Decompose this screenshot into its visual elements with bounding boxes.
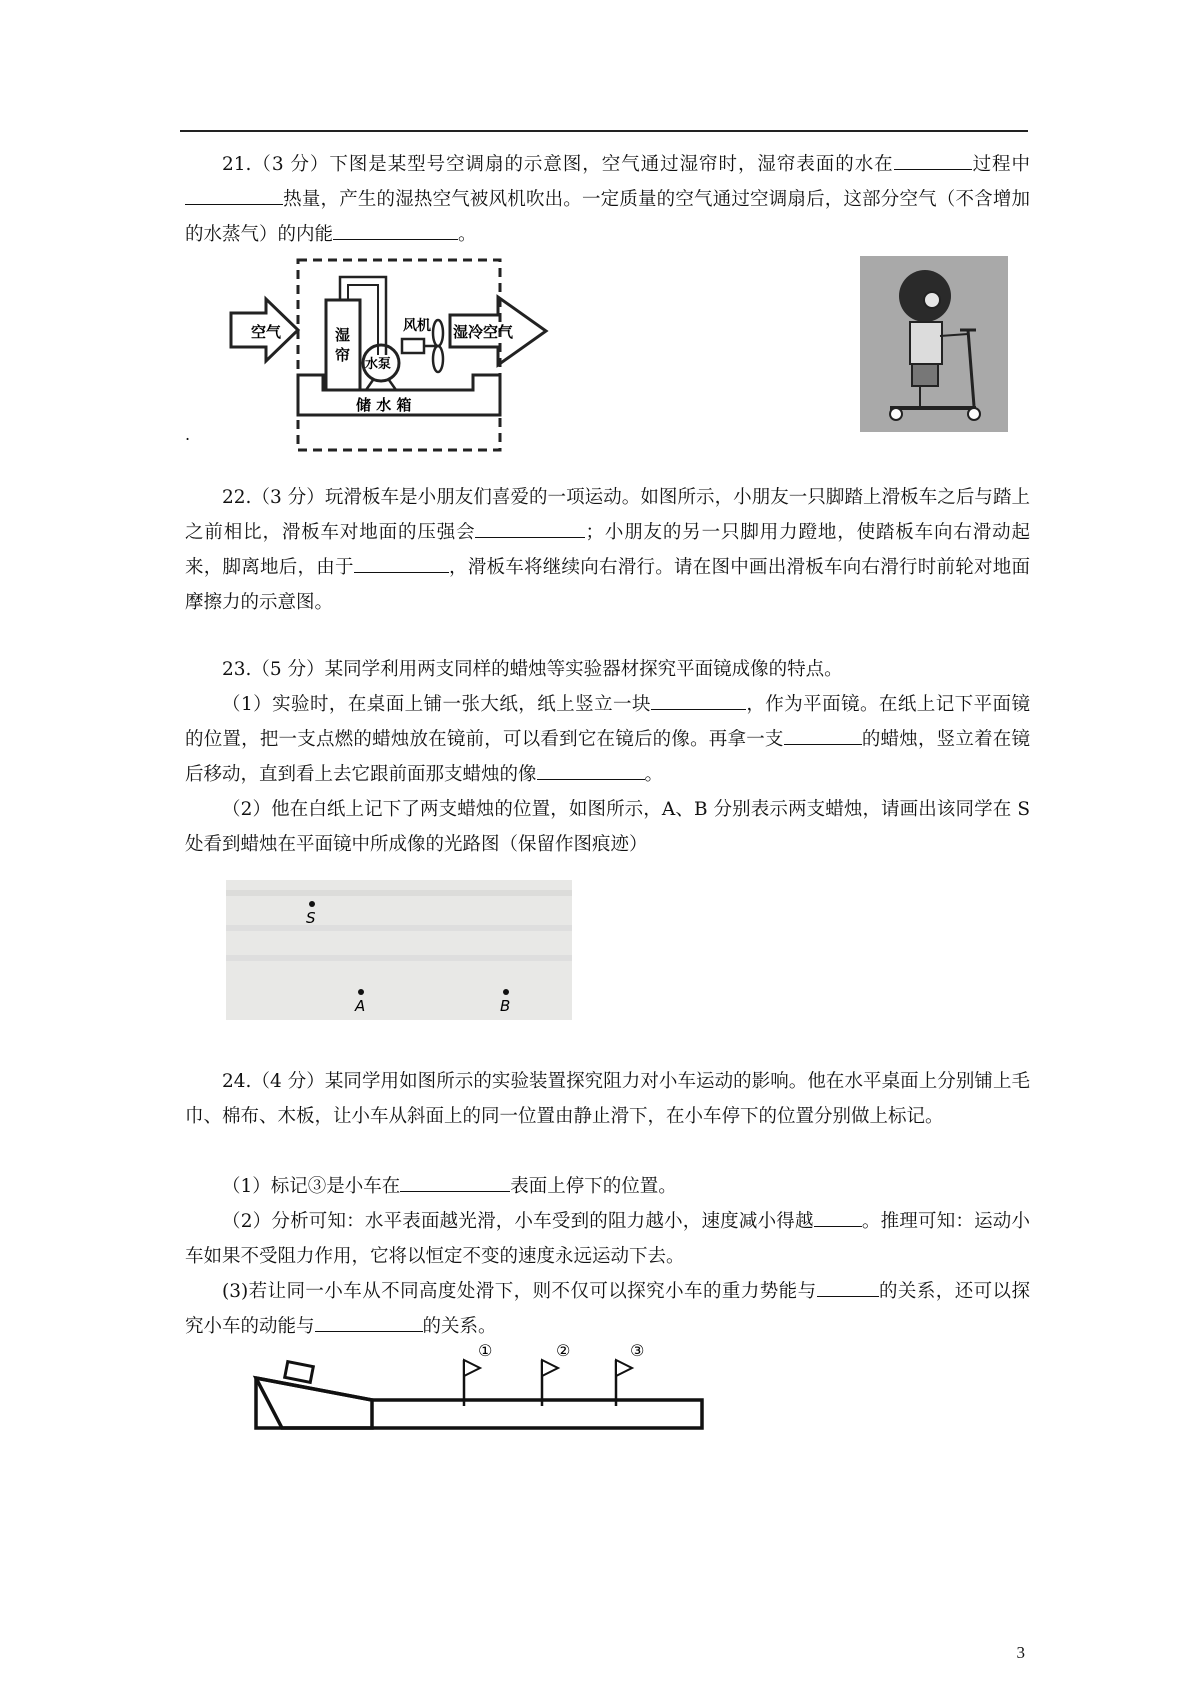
q21-blank-3[interactable]	[333, 217, 458, 240]
q23-s1-text-2: ，作为平面镜。在纸上记下平面镜的位置，把一支点燃的蜡烛放在镜前，可以看到它在镜后的像。再拿一支	[185, 694, 1030, 750]
stray-dot-mark: .	[185, 425, 191, 444]
wet-curtain	[326, 300, 360, 390]
question-21-text	[185, 147, 1030, 252]
fan-label: 风机	[403, 318, 431, 334]
incline-ramp	[256, 1378, 372, 1428]
table-surface	[256, 1378, 702, 1428]
q23-blank-3[interactable]	[537, 757, 645, 780]
flag-2	[542, 1360, 558, 1376]
wet-curtain-label-1: 湿	[335, 326, 351, 344]
child-on-scooter-illustration	[860, 256, 1008, 432]
flag-label-2: ②	[556, 1341, 571, 1360]
q24-s3-text-1: (3)若让同一小车从不同高度处滑下，则不仅可以探究小车的重力势能与	[222, 1281, 817, 1302]
q22-text-3: ，滑板车将继续向右滑行。请在图中画出滑板车向右滑行时前轮对地面摩擦力的示意图。	[185, 557, 1030, 613]
question-23-part-1	[185, 687, 1030, 792]
q23-s1-text-4: 。	[644, 764, 664, 785]
q23-blank-1[interactable]	[651, 687, 746, 710]
faint-text-line-2	[226, 925, 572, 931]
headphone-icon	[924, 292, 940, 308]
question-23-intro: 23.（5 分）某同学利用两支同样的蜡烛等实验器材探究平面镜成像的特点。	[222, 659, 843, 680]
page-number: 3	[1016, 1643, 1025, 1662]
q24-s1-text-2: 表面上停下的位置。	[510, 1176, 677, 1197]
figure-background	[226, 880, 572, 1020]
fan-motor	[402, 339, 424, 353]
question-24-intro: 24.（4 分）某同学用如图所示的实验装置探究阻力对小车运动的影响。他在水平桌面上分别铺上毛巾、棉布、木板，让小车从斜面上的同一位置由静止滑下，在小车停下的位置分别做上标记。	[185, 1071, 1030, 1127]
scooter-front-wheel	[968, 408, 980, 420]
diagram-dashed-boundary	[298, 260, 500, 450]
q22-text-2: ；小朋友的另一只脚用力蹬地，使踏板车向右滑动起来，脚离地后，由于	[185, 522, 1030, 578]
top-rule	[180, 130, 1028, 132]
faint-text-line-1	[226, 890, 572, 896]
q22-blank-1[interactable]	[475, 515, 585, 538]
fan-blade-top	[433, 320, 443, 346]
q23-s1-text-3: 的蜡烛，竖立着在镜后移动，直到看上去它跟前面那支蜡烛的像	[185, 729, 1030, 785]
scooter-rear-wheel	[890, 408, 902, 420]
wet-curtain-label-2: 帘	[335, 346, 351, 364]
question-22-text	[185, 480, 1030, 620]
q22-text-1: 22.（3 分）玩滑板车是小朋友们喜爱的一项运动。如图所示，小朋友一只脚踏上滑板车之后与踏上之前相比，滑板车对地面的压强会	[185, 487, 1030, 543]
q24-blank-3[interactable]	[817, 1274, 879, 1297]
question-24-part-2	[185, 1204, 1030, 1274]
flag-1	[464, 1360, 480, 1376]
flag-label-3: ③	[630, 1341, 645, 1360]
child-body	[910, 322, 942, 364]
point-a	[358, 989, 364, 995]
q24-s3-text-2: 的关系，还可以探究小车的动能与	[185, 1281, 1030, 1337]
mirror-experiment-figure	[226, 880, 572, 1020]
q23-s1-text-1: （1）实验时，在桌面上铺一张大纸，纸上竖立一块	[222, 694, 651, 715]
question-24-part-1	[185, 1169, 1030, 1204]
q24-s3-text-3: 的关系。	[422, 1316, 497, 1337]
q24-s1-text-1: （1）标记③是小车在	[222, 1176, 401, 1197]
q24-blank-1[interactable]	[400, 1169, 510, 1192]
q24-blank-2[interactable]	[814, 1204, 862, 1227]
q21-blank-1[interactable]	[894, 147, 972, 170]
faint-text-line-3	[226, 955, 572, 961]
q21-blank-2[interactable]	[185, 182, 283, 205]
tank-label: 储 水 箱	[356, 396, 412, 414]
q23-blank-2[interactable]	[784, 722, 862, 745]
point-s-label: S	[306, 909, 316, 927]
q22-blank-2[interactable]	[354, 550, 449, 573]
incline-cart-figure	[252, 1328, 712, 1438]
flag-label-1: ①	[478, 1341, 493, 1360]
fan-blade-bottom	[433, 346, 443, 372]
point-a-label: A	[355, 997, 366, 1015]
q21-text-1: 21.（3 分）下图是某型号空调扇的示意图，空气通过湿帘时，湿帘表面的水在	[222, 154, 894, 175]
point-b	[503, 989, 509, 995]
point-b-label: B	[500, 997, 511, 1015]
q21-text-2: 过程中	[971, 154, 1030, 175]
air-out-label: 湿冷空气	[453, 323, 514, 341]
question-23-part-2: （2）他在白纸上记下了两支蜡烛的位置，如图所示，A、B 分别表示两支蜡烛，请画出该同学在 S 处看到蜡烛在平面镜中所成像的光路图（保留作图痕迹）	[185, 799, 1030, 855]
air-in-label: 空气	[251, 323, 282, 341]
water-pipe-inner	[348, 285, 378, 355]
child-shorts	[912, 364, 938, 386]
ramp-slope	[256, 1378, 372, 1400]
q21-text-3: 热量，产生的湿热空气被风机吹出。一定质量的空气通过空调扇后，这部分空气（不含增加的水蒸气）的内能	[185, 189, 1030, 245]
point-s	[309, 901, 315, 907]
air-cooler-diagram	[228, 255, 590, 455]
q24-s2-text-1: （2）分析可知：水平表面越光滑，小车受到的阻力越小，速度减小得越	[222, 1211, 814, 1232]
flag-3	[616, 1360, 632, 1376]
pump-label: 水泵	[365, 357, 392, 372]
q21-text-4: 。	[458, 224, 477, 245]
toy-cart	[285, 1362, 314, 1383]
q24-s2-text-2: 。推理可知：运动小车如果不受阻力作用，它将以恒定不变的速度永远运动下去。	[185, 1211, 1030, 1267]
